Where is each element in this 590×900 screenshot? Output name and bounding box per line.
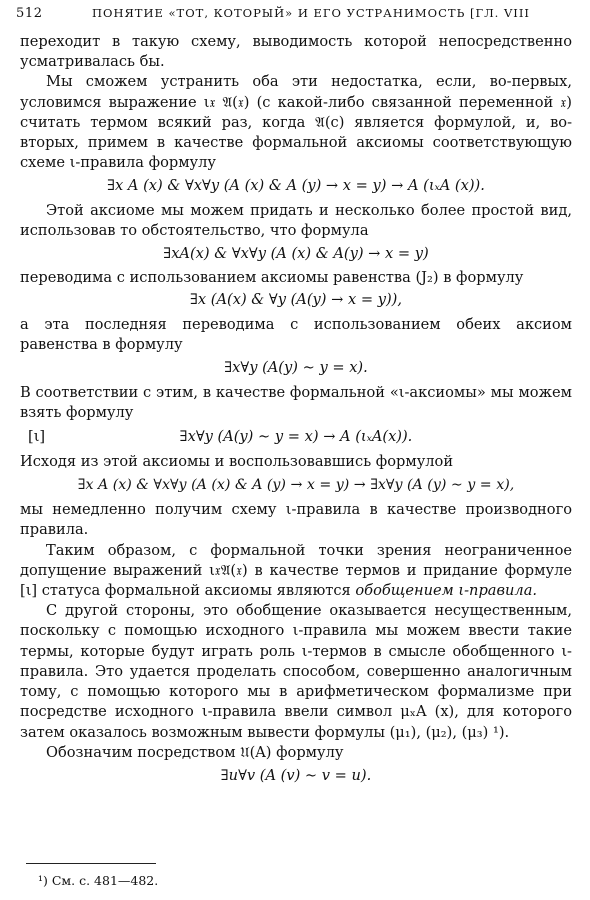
footnote-rule xyxy=(26,863,156,864)
paragraph-2: Мы сможем устранить оба эти недостатка, если, во-первых, условимся выражение ι𝔵 𝔄(𝔵) (с какой-либо связанной переменной 𝔵) считать термом всякий раз, когда 𝔄(c) является формулой, и, во-вторых, примем в качестве формальной аксиомы соответствующую схеме ι-правила формулу xyxy=(20,73,572,172)
header-title: ПОНЯТИЕ «ТОТ, КОТОРЫЙ» И ЕГО УСТРАНИМОСТЬ [ГЛ. VIII xyxy=(92,6,530,20)
paragraph-9-emphasis: обобщением ι-правила. xyxy=(355,582,538,600)
paragraph-1: переходит в такую схему, выводимость которой непосредственно усматривалась бы. xyxy=(20,33,572,71)
page-body xyxy=(20,32,572,786)
formula-4: ∃x∀y (A(y) ∼ y = x). xyxy=(224,359,368,377)
paragraph-11: Обозначим посредством 𝔘(A) формулу xyxy=(46,743,344,761)
paragraph-9-text: Таким образом, с формальной точки зрения неограниченное допущение выражений ι𝔵𝔄(𝔵) в качестве термов и придание формуле [ι] статуса формальной аксиомы являются xyxy=(20,541,572,600)
paragraph-7: Исходя из этой аксиомы и воспользовавшись формулой xyxy=(20,452,454,470)
formula-5: ∃x∀y (A(y) ∼ y = x) → A (ιₓA(x)). xyxy=(179,427,413,445)
formula-3: ∃x (A(x) & ∀y (A(y) → x = y)), xyxy=(190,291,402,309)
page-number: 512 xyxy=(16,6,43,21)
paragraph-4: переводима с использованием аксиомы равенства (J₂) в формулу xyxy=(20,269,524,287)
paragraph-6: В соответствии с этим, в качестве формальной «ι-аксиомы» мы можем взять формулу xyxy=(20,384,572,422)
formula-5-row xyxy=(20,427,572,447)
formula-7: ∃u∀v (A (v) ∼ v = u). xyxy=(220,766,372,784)
running-header xyxy=(16,6,574,28)
paragraph-10: С другой стороны, это обобщение оказывается несущественным, поскольку с помощью исходного ι-правила мы можем ввести такие термы, которые будут играть роль ι-термов в смысле обобщенного ι-правила. Это удается проделать способом, совершенно аналогичным тому, с помощью которого мы в арифметическом формализме при посредстве исходного ι-правила ввели символ μₓA (x), для которого затем оказалось возможным вывести формулы (μ₁), (μ₂), (μ₃) ¹). xyxy=(20,602,572,741)
formula-2: ∃xA(x) & ∀x∀y (A (x) & A(y) → x = y) xyxy=(163,245,429,263)
formula-5-tag: [ι] xyxy=(28,427,46,445)
paragraph-3: Этой аксиоме мы можем придать и несколько более простой вид, использовав то обстоятельство, что формула xyxy=(20,201,572,239)
paragraph-9 xyxy=(20,541,572,602)
paragraph-8: мы немедленно получим схему ι-правила в качестве производного правила. xyxy=(20,501,572,539)
formula-1: ∃x A (x) & ∀x∀y (A (x) & A (y) → x = y) → A (ιₓA (x)). xyxy=(107,177,485,195)
formula-6: ∃x A (x) & ∀x∀y (A (x) & A (y) → x = y) → ∃x∀y (A (y) ∼ y = x), xyxy=(77,477,515,494)
footnote: ¹) См. с. 481—482. xyxy=(38,873,159,888)
paragraph-5: а эта последняя переводима с использованием обеих аксиом равенства в формулу xyxy=(20,315,572,353)
